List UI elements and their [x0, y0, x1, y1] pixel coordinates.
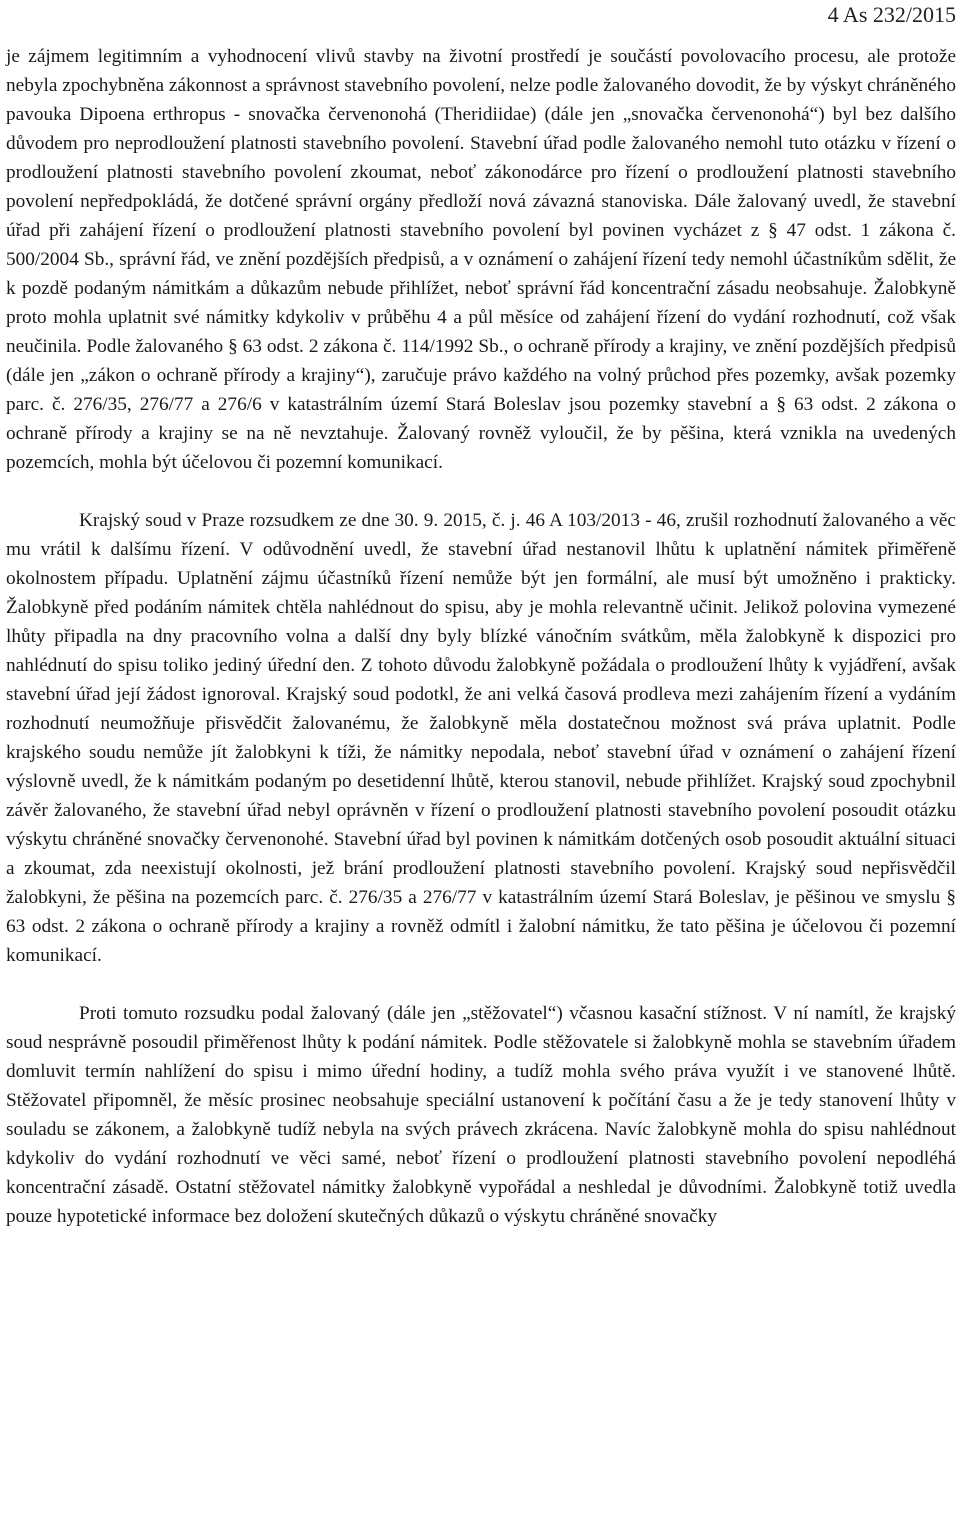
paragraph-krajsky-soud: Krajský soud v Praze rozsudkem ze dne 30. 9. 2015, č. j. 46 A 103/2013 - 46, zrušil rozhodnutí žalovaného a věc mu vrátil k dalšímu řízení. V odůvodnění uvedl, že stavební úřad nestanovil lhůtu k uplatnění námitek přiměřeně okolnostem případu. Uplatnění zájmu účastníků řízení nemůže být jen formální, ale musí být umožněno i prakticky. Žalobkyně před podáním námitek chtěla nahlédnout do spisu, aby je mohla relevantně učinit. Jelikož polovina vymezené lhůty připadla na dny pracovního volna a další dny byly blízké vánočním svátkům, měla žalobkyně k dispozici pro nahlédnutí do spisu toliko jediný úřední den. Z tohoto důvodu žalobkyně požádala o prodloužení lhůty k vyjádření, avšak stavební úřad její žádost ignoroval. Krajský soud podotkl, že ani velká časová prodleva mezi zahájením řízení a vydáním rozhodnutí neumožňuje přisvědčit žalovanému, že žalobkyně měla dostatečnou možnost svá práva uplatnit. Podle krajského soudu nemůže jít žalobkyni k tíži, že námitky nepodala, neboť stavební úřad v oznámení o zahájení řízení výslovně uvedl, že k námitkám podaným po desetidenní lhůtě, kterou stanovil, nebude přihlížet. Krajský soud zpochybnil závěr žalovaného, že stavební úřad nebyl oprávněn v řízení o prodloužení platnosti stavebního povolení posoudit otázku výskytu chráněné snovačky červenonohé. Stavební úřad byl povinen k námitkám dotčených osob posoudit aktuální situaci a zkoumat, zda neexistují okolnosti, jež brání prodloužení platnosti stavebního povolení. Krajský soud nepřisvědčil žalobkyni, že pěšina na pozemcích parc. č. 276/35 a 276/77 v katastrálním území Stará Boleslav, je pěšinou ve smyslu § 63 odst. 2 zákona o ochraně přírody a krajiny a rovněž odmítl i žalobní námitku, že tato pěšina je účelovou či pozemní komunikací.: [6, 510, 956, 966]
case-number-header: 4 As 232/2015: [827, 2, 956, 27]
paragraph-kasacni-stiznost: Proti tomuto rozsudku podal žalovaný (dále jen „stěžovatel“) včasnou kasační stížnost. V ní namítl, že krajský soud nesprávně posoudil přiměřenost lhůty k podání námitek. Podle stěžovatele si žalobkyně mohla se stavebním úřadem domluvit termín nahlížení do spisu i mimo úřední hodiny, a tudíž mohla svého práva využít i ve stanovené lhůtě. Stěžovatel připomněl, že měsíc prosinec neobsahuje speciální ustanovení k počítání času a že je tedy stanovení lhůty v souladu se zákonem, a žalobkyně tudíž nebyla na svých právech zkrácena. Navíc žalobkyně mohla do spisu nahlédnout kdykoliv do vydání rozhodnutí ve věci samé, neboť řízení o prodloužení platnosti stavebního povolení nepodléhá koncentrační zásadě. Ostatní stěžovatel námitky žalobkyně vypořádal a neshledal je důvodními. Žalobkyně totiž uvedla pouze hypotetické informace bez doložení skutečných důkazů o výskytu chráněné snovačky: [6, 1003, 956, 1227]
paragraph-continued: je zájmem legitimním a vyhodnocení vlivů stavby na životní prostředí je součástí povolovacího procesu, ale protože nebyla zpochybněna zákonnost a správnost stavebního povolení, nelze podle žalovaného dovodit, že by výskyt chráněného pavouka Dipoena erthropus - snovačka červenonohá (Theridiidae) (dále jen „snovačka červenonohá“) byl bez dalšího důvodem pro neprodloužení platnosti stavebního povolení. Stavební úřad podle žalovaného nemohl tuto otázku v řízení o prodloužení platnosti stavebního povolení zkoumat, neboť zákonodárce pro řízení o prodloužení platnosti stavebního povolení nepředpokládá, že dotčené správní orgány předloží nová závazná stanoviska. Dále žalovaný uvedl, že stavební úřad při zahájení řízení o prodloužení platnosti stavebního povolení byl povinen vycházet z § 47 odst. 1 zákona č. 500/2004 Sb., správní řád, ve znění pozdějších předpisů, a v oznámení o zahájení řízení tedy nemohl účastníkům sdělit, že k pozdě podaným námitkám a důkazům nebude přihlížet, neboť správní řád koncentrační zásadu neobsahuje. Žalobkyně proto mohla uplatnit své námitky kdykoliv v průběhu 4 a půl měsíce od zahájení řízení do vydání rozhodnutí, což však neučinila. Podle žalovaného § 63 odst. 2 zákona č. 114/1992 Sb., o ochraně přírody a krajiny, ve znění pozdějších předpisů (dále jen „zákon o ochraně přírody a krajiny“), zaručuje právo každého na volný průchod přes pozemky, avšak pozemky parc. č. 276/35, 276/77 a 276/6 v katastrálním území Stará Boleslav jsou pozemky stavební a § 63 odst. 2 zákona o ochraně přírody a krajiny se na ně nevztahuje. Žalovaný rovněž vyloučil, že by pěšina, která vznikla na uvedených pozemcích, mohla být účelovou či pozemní komunikací.: [6, 46, 956, 473]
document-body: [6, 42, 956, 1231]
